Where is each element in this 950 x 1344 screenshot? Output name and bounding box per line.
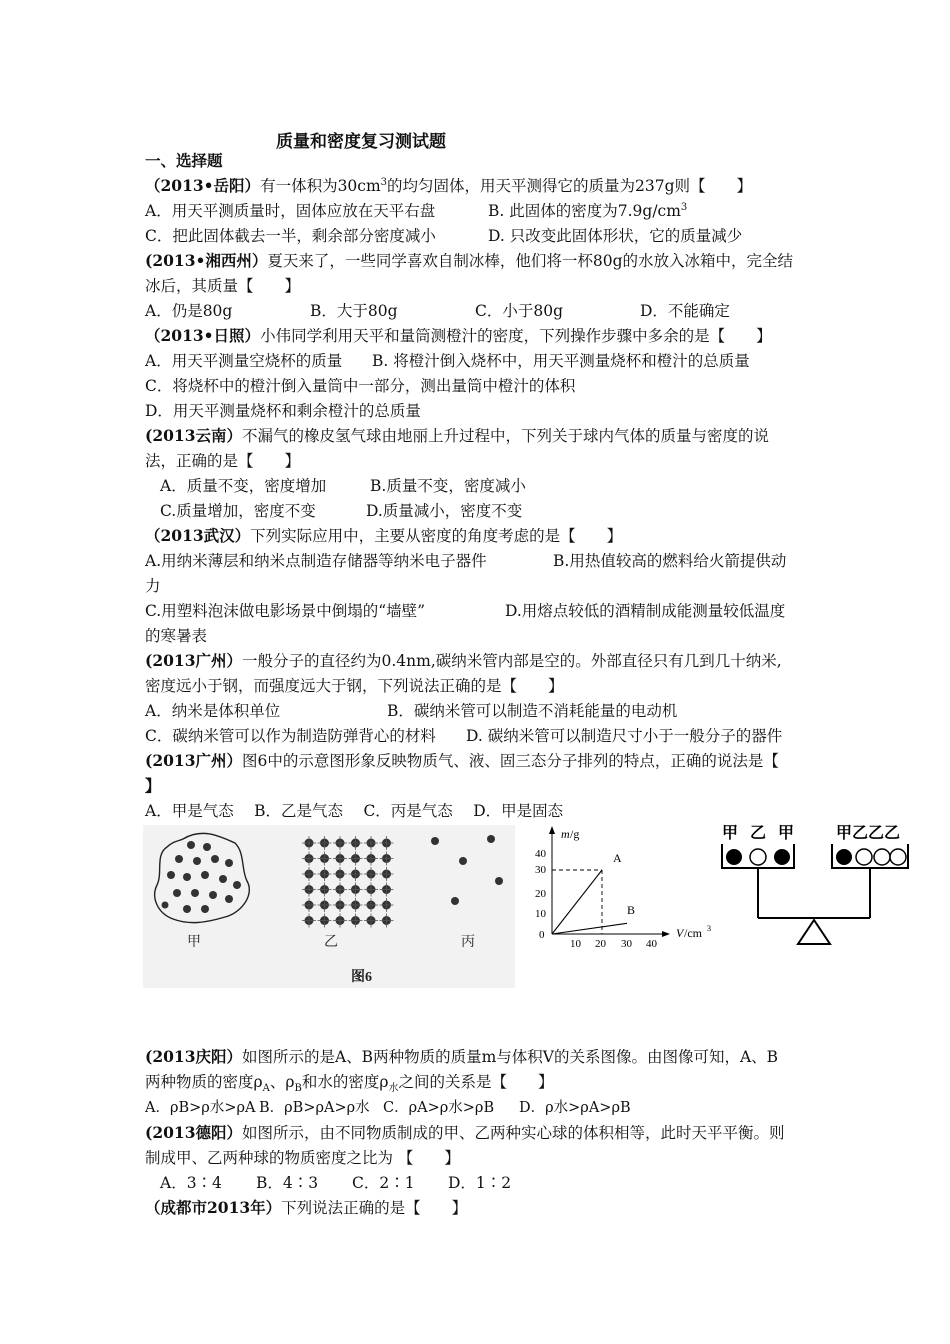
x-label-v: V <box>676 926 684 940</box>
subscript: B <box>294 1083 302 1095</box>
question-stem: 一般分子的直径约为0.4nm,碳纳米管内部是空的。外部直径只有几到几十纳米, <box>241 652 782 670</box>
fulcrum <box>798 920 830 944</box>
option-c: C．碳纳米管可以作为制造防弹背心的材料 <box>145 727 436 745</box>
question-10 <box>145 1198 467 1218</box>
x-tick-40: 40 <box>646 938 657 950</box>
option-b: B．4∶3 <box>256 1174 319 1192</box>
x-label-unit: /cm <box>684 926 702 940</box>
option-b: B.用热值较高的燃料给火箭提供动 <box>553 552 787 570</box>
ball-yi <box>856 849 872 865</box>
question-8 <box>145 1047 778 1067</box>
q3-options-ab <box>145 351 750 371</box>
option-b: B. 将橙汁倒入烧杯中，用天平测量烧杯和橙汁的总质量 <box>372 352 750 370</box>
question-stem: 下列说法正确的是【 】 <box>281 1199 468 1217</box>
question-stem: 下列实际应用中，主要从密度的角度考虑的是【 】 <box>250 527 623 545</box>
question-stem: 如图所示的是A、B两种物质的质量m与体积V的关系图像。由图像可知，A、B <box>241 1048 779 1066</box>
option-d: D. 碳纳米管可以制造尺寸小于一般分子的器件 <box>466 727 783 745</box>
section-heading: 一、选择题 <box>145 151 223 170</box>
option-d: D.质量减小，密度不变 <box>366 502 523 520</box>
question-7-bracket: 】 <box>145 776 161 795</box>
superscript: 3 <box>680 201 688 213</box>
series-a-line <box>552 870 602 934</box>
y-label-m: m <box>561 827 570 841</box>
question-6-cont: 密度远小于钢，而强度远大于钢，下列说法正确的是【 】 <box>145 677 564 695</box>
question-8-cont <box>145 1072 554 1095</box>
question-stem-cont: 的均匀固体，用天平测得它的质量为237g则【 】 <box>387 177 753 195</box>
x-label-sup: 3 <box>707 924 711 933</box>
q5-options-ab <box>145 551 786 571</box>
option-a: A．用天平测质量时，固体应放在天平右盘 <box>145 202 436 220</box>
option-b-cont: 力 <box>145 577 161 595</box>
x-tick-30: 30 <box>621 938 632 950</box>
question-stem: 图6中的示意图形象反映物质气、液、固三态分子排列的特点，正确的说法是【 <box>241 752 779 770</box>
option-d: D．ρ水>ρA>ρB <box>519 1100 631 1116</box>
figure-6-molecules <box>143 825 515 988</box>
option-c: C．把此固体截去一半，剩余部分密度减小 <box>145 227 436 245</box>
option-b: B．碳纳米管可以制造不消耗能量的电动机 <box>387 702 678 720</box>
label-jia: 甲 <box>187 935 201 950</box>
option-a: A．质量不变，密度增加 <box>160 477 327 495</box>
option-a: A.用纳米薄层和纳米点制造存储器等纳米电子器件 <box>145 552 487 570</box>
option-a: A．用天平测量空烧杯的质量 <box>145 352 343 370</box>
q6-options-cd <box>145 726 782 746</box>
x-tick-20: 20 <box>595 938 606 950</box>
q8-options <box>145 1098 631 1118</box>
question-6 <box>145 651 782 671</box>
option-d: D. 只改变此固体形状，它的质量减少 <box>488 227 743 245</box>
ball-yi <box>874 849 890 865</box>
ball-yi <box>890 849 906 865</box>
question-source: (2013广州） <box>145 651 242 670</box>
question-stem: 如图所示，由不同物质制成的甲、乙两种实心球的体积相等，此时天平平衡。则 <box>241 1124 785 1142</box>
question-source: （2013•岳阳） <box>145 176 261 195</box>
q2-options <box>145 301 730 321</box>
y-label-unit: /g <box>570 827 580 841</box>
ball-jia <box>774 849 790 865</box>
option-c: C．ρA>ρ水>ρB <box>383 1100 495 1116</box>
q4-options-cd <box>160 501 522 521</box>
option-a: A．仍是80g <box>145 302 233 320</box>
option-d: D．1∶2 <box>448 1174 512 1192</box>
ball-yi <box>750 849 766 865</box>
question-source: （2013武汉） <box>145 526 251 545</box>
question-source: (2013广州） <box>145 751 242 770</box>
question-3 <box>145 326 772 346</box>
series-a-label: A <box>613 851 622 865</box>
right-pan-labels: 甲乙乙乙 <box>836 825 901 842</box>
stem-text: 和水的密度ρ <box>301 1073 389 1091</box>
figure-caption: 图6 <box>351 970 372 985</box>
page-title: 质量和密度复习测试题 <box>276 132 446 152</box>
stem-text: 、ρ <box>269 1073 295 1091</box>
label-yi: 乙 <box>324 935 338 950</box>
question-2 <box>145 251 793 271</box>
question-stem: 小伟同学利用天平和量筒测橙汁的密度，下列操作步骤中多余的是【 】 <box>260 327 772 345</box>
y-tick-20: 20 <box>535 888 546 900</box>
subscript: 水 <box>388 1083 399 1095</box>
x-tick-10: 10 <box>570 938 581 950</box>
question-5 <box>145 526 622 546</box>
q5-options-cd <box>145 601 785 621</box>
question-9 <box>145 1123 785 1143</box>
ball-jia <box>836 849 852 865</box>
q1-options-cd <box>145 226 742 246</box>
x-axis-arrow <box>662 931 670 937</box>
question-source: （2013•日照） <box>145 326 261 345</box>
option-c: C．2∶1 <box>352 1174 415 1192</box>
question-1 <box>145 176 752 196</box>
question-source: (2013庆阳） <box>145 1047 242 1066</box>
q1-options-ab <box>145 201 687 221</box>
option-a: A．ρB>ρ水>ρA <box>145 1100 256 1116</box>
option-c: C．将烧杯中的橙汁倒入量筒中一部分，测出量筒中橙汁的体积 <box>145 377 576 395</box>
question-4-cont: 法，正确的是【 】 <box>145 452 301 470</box>
option-a: A．3∶4 <box>160 1174 222 1192</box>
y-tick-0: 0 <box>539 929 545 941</box>
stem-text: 之间的关系是【 】 <box>398 1073 554 1091</box>
option-d-cont: 的寒暑表 <box>145 627 208 645</box>
question-9-cont: 制成甲、乙两种球的物质密度之比为 【 】 <box>145 1149 460 1167</box>
stem-text: 两种物质的密度ρ <box>145 1073 263 1091</box>
series-b-line <box>552 923 627 934</box>
question-7 <box>145 751 779 771</box>
subscript: A <box>262 1083 270 1095</box>
superscript: 3 <box>380 176 388 188</box>
y-axis-arrow <box>549 826 555 834</box>
question-source: (2013云南） <box>145 426 242 445</box>
option-d: D.用熔点较低的酒精制成能测量较低温度 <box>505 602 786 620</box>
y-tick-10: 10 <box>535 908 546 920</box>
figure-background <box>143 825 515 988</box>
balance-figure <box>718 822 914 950</box>
question-source: (2013•湘西州） <box>145 251 268 270</box>
option-c: C.用塑料泡沫做电影场景中倒塌的“墙壁” <box>145 602 426 620</box>
option-d: D．不能确定 <box>640 302 730 320</box>
option-b: B. 此固体的密度为7.9g/cm <box>488 202 681 220</box>
q7-options: A．甲是气态 B．乙是气态 C．丙是气态 D．甲是固态 <box>145 802 564 820</box>
option-b: B.质量不变，密度减小 <box>370 477 526 495</box>
y-tick-40: 40 <box>535 848 546 860</box>
option-d: D．用天平测量烧杯和剩余橙汁的总质量 <box>145 402 421 420</box>
option-b: B．大于80g <box>310 302 398 320</box>
option-b: B．ρB>ρA>ρ水 <box>259 1100 370 1116</box>
left-pan-labels: 甲 乙 甲 <box>722 825 799 842</box>
question-stem: 有一体积为30cm <box>260 177 381 195</box>
question-4 <box>145 426 769 446</box>
question-2-cont: 冰后，其质量【 】 <box>145 277 301 295</box>
option-c: C．小于80g <box>475 302 564 320</box>
question-stem: 不漏气的橡皮氢气球由地丽上升过程中，下列关于球内气体的质量与密度的说 <box>241 427 769 445</box>
q6-options-ab <box>145 701 677 721</box>
question-stem: 夏天来了，一些同学喜欢自制冰棒，他们将一杯80g的水放入冰箱中，完全结 <box>267 252 794 270</box>
question-source: （成都市2013年） <box>145 1198 282 1217</box>
q9-options <box>160 1173 511 1193</box>
mass-volume-graph <box>530 826 715 952</box>
series-b-label: B <box>627 903 636 917</box>
q4-options-ab <box>160 476 526 496</box>
label-bing: 丙 <box>461 935 475 950</box>
ball-jia <box>726 849 742 865</box>
question-source: (2013德阳） <box>145 1123 242 1142</box>
option-a: A．纳米是体积单位 <box>145 702 281 720</box>
option-c: C.质量增加，密度不变 <box>160 502 316 520</box>
y-tick-30: 30 <box>535 864 546 876</box>
